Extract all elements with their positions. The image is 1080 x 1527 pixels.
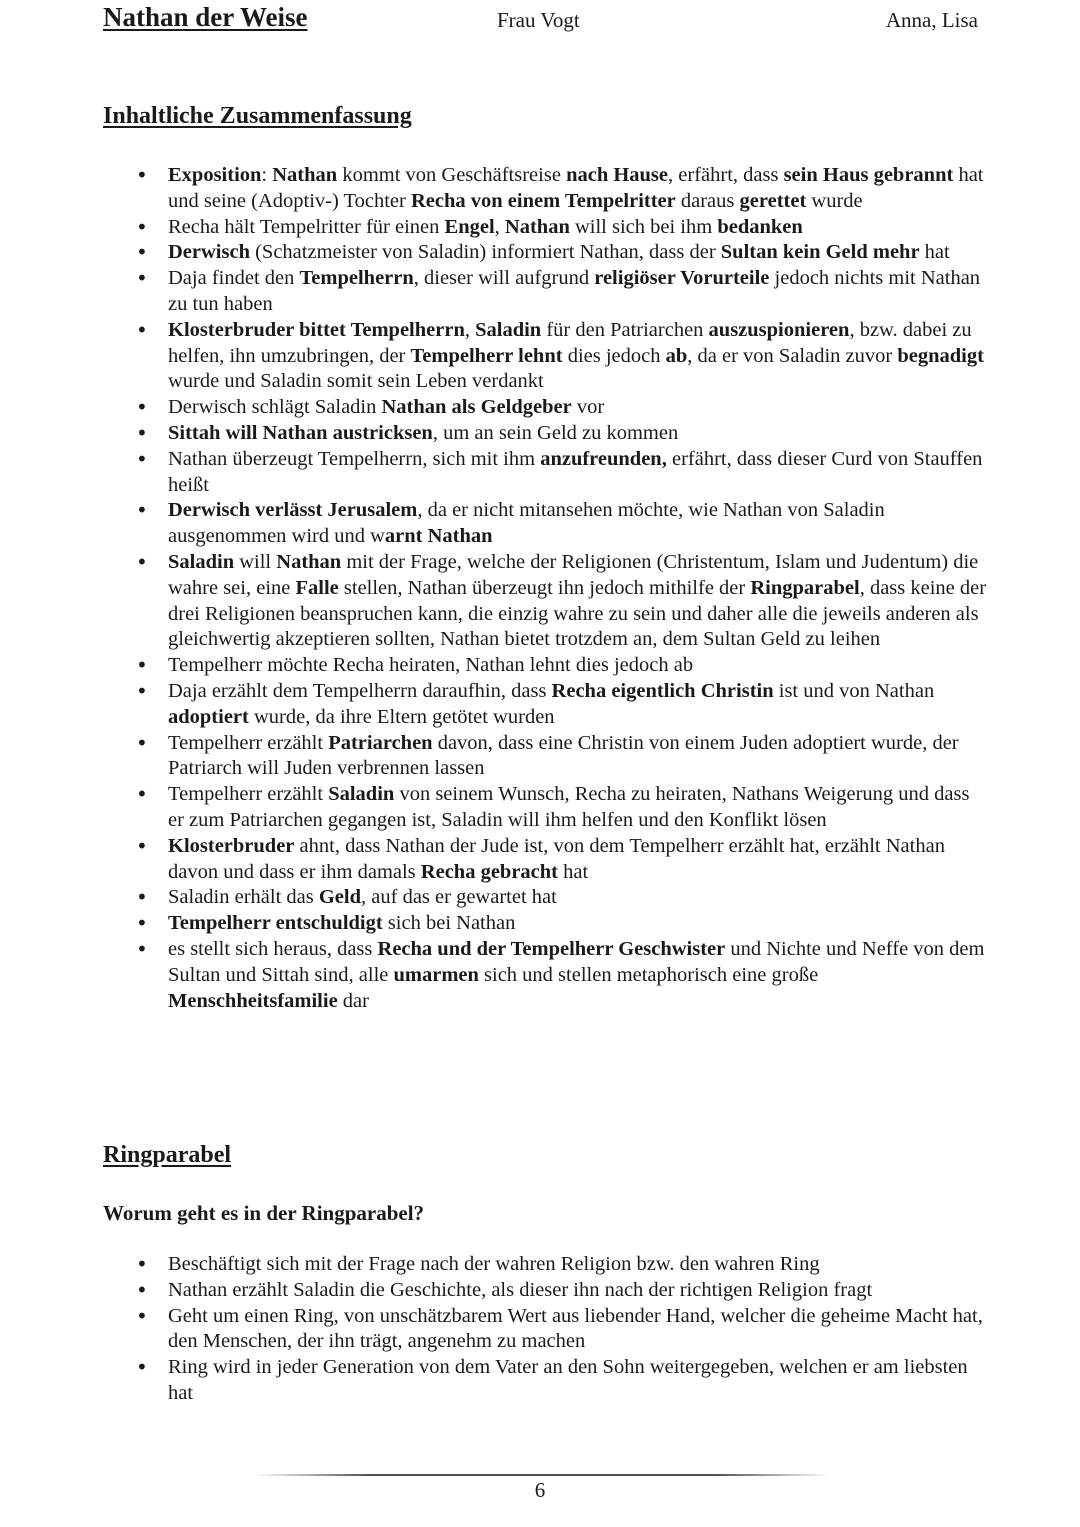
text: will sich bei ihm <box>569 215 718 238</box>
text: , <box>494 215 505 238</box>
bold-text: Sultan kein Geld mehr <box>720 241 920 264</box>
author-names: Anna, Lisa <box>885 8 978 32</box>
page-number: 6 <box>534 1478 546 1502</box>
text: hat und seine (Adoptiv-) Tochter <box>168 164 984 212</box>
text: Nathan erzählt Saladin die Geschichte, als dieser ihn nach der richtigen Religion fragt <box>168 1278 873 1301</box>
summary-list <box>168 163 988 1014</box>
text: , dass keine der drei Religionen beanspruchen kann, die einzig wahre zu sein und daher alle die jeweils anderen als gleichwertig akzeptieren sollten, Nathan bietet trotzdem an, dem Sultan Geld zu leihen <box>168 576 987 651</box>
text: dies jedoch <box>562 344 666 367</box>
text: , bzw. dabei zu helfen, ihn umzubringen, der <box>168 318 972 367</box>
text: Geht um einen Ring, von unschätzbarem Wert aus liebender Hand, welcher die geheime Macht hat, den Menschen, der ihn trägt, angenehm zu machen <box>168 1304 983 1353</box>
list-item <box>168 266 988 318</box>
list-item <box>168 834 988 886</box>
text: hat <box>919 241 950 264</box>
text: , da er nicht mitansehen möchte, wie Nathan von Saladin ausgenommen wird und w <box>168 499 885 548</box>
document-title: Nathan der Weise <box>103 2 308 32</box>
bold-text: Recha von einem Tempelritter <box>411 189 676 212</box>
text: von seinem Wunsch, Recha zu heiraten, Nathans Weigerung und dass er zum Patriarchen gegangen ist, Saladin will ihm helfen und den Konflikt lösen <box>168 783 970 831</box>
list-item <box>168 421 988 447</box>
list-item <box>168 447 988 499</box>
text: Ring wird in jeder Generation von dem Vater an den Sohn weitergegeben, welchen er am liebsten hat <box>168 1356 968 1404</box>
text: Tempelherr möchte Recha heiraten, Nathan lehnt dies jedoch ab <box>168 654 694 677</box>
bold-text: Exposition <box>168 164 262 186</box>
bold-text: Klosterbruder bittet Tempelherrn <box>168 318 465 341</box>
bold-text: Nathan <box>272 164 338 186</box>
text: Tempelherr erzählt <box>168 783 329 806</box>
ringparabel-question: Worum geht es in der Ringparabel? <box>103 1201 425 1225</box>
bold-text: auszuspionieren <box>708 318 850 341</box>
text: kommt von Geschäftsreise <box>337 164 567 186</box>
list-item <box>168 498 988 550</box>
bold-text: Menschheitsfamilie <box>168 989 338 1012</box>
text: , auf das er gewartet hat <box>361 886 557 909</box>
text: Nathan überzeugt Tempelherrn, sich mit ihm <box>168 447 541 470</box>
text: Tempelherr erzählt <box>168 731 329 754</box>
text: , um an sein Geld zu kommen <box>432 421 679 444</box>
list-item <box>168 782 988 834</box>
text: Saladin erhält das <box>168 886 319 909</box>
bold-text: ab <box>665 344 688 367</box>
list-item <box>168 395 988 421</box>
bold-text: Nathan als Geldgeber <box>381 396 572 419</box>
bold-text: Saladin <box>168 550 235 573</box>
text: erfährt, dass dieser Curd von Stauffen heißt <box>168 447 983 496</box>
text: wurde und Saladin somit sein Leben verdankt <box>168 370 544 393</box>
text: , <box>464 318 476 341</box>
list-item <box>168 1304 988 1356</box>
bold-text: Recha gebracht <box>420 860 559 883</box>
bold-text: Patriarchen <box>328 731 433 754</box>
summary-heading: Inhaltliche Zusammenfassung <box>103 103 412 129</box>
list-item <box>168 240 988 266</box>
text: und Nichte und Neffe von dem Sultan und Sittah sind, alle <box>168 937 985 986</box>
list-item <box>168 1355 988 1407</box>
bold-text: Engel <box>444 215 495 238</box>
list-item <box>168 731 988 783</box>
text: hat <box>558 860 589 883</box>
bold-text: Nathan <box>504 215 570 238</box>
list-item <box>168 911 988 937</box>
bold-text: begnadigt <box>897 344 984 367</box>
ringparabel-heading: Ringparabel <box>103 1142 232 1168</box>
list-item <box>168 679 988 731</box>
bold-text: anzufreunden, <box>540 447 667 470</box>
text: jedoch nichts mit Nathan zu tun haben <box>168 267 981 315</box>
text: , dieser will aufgrund <box>413 267 595 290</box>
text: es stellt sich heraus, dass <box>168 937 378 960</box>
teacher-name: Frau Vogt <box>497 8 580 32</box>
bold-text: Sittah will Nathan austricksen <box>168 421 433 444</box>
page-header <box>103 2 978 36</box>
bold-text: nach Hause <box>566 164 669 186</box>
bold-text: Tempelherr lehnt <box>410 344 563 367</box>
list-item <box>168 1278 988 1304</box>
text: mit der Frage, welche der Religionen (Christentum, Islam und Judentum) die wahre sei, eine <box>168 550 979 599</box>
list-item <box>168 318 988 395</box>
text: : <box>261 164 273 186</box>
bold-text: gerettet <box>739 189 807 212</box>
text: (Schatzmeister von Saladin) informiert Nathan, dass der <box>249 241 721 264</box>
text: Recha hält Tempelritter für einen <box>168 215 445 238</box>
text: ahnt, dass Nathan der Jude ist, von dem Tempelherr erzählt hat, erzählt Nathan davon und dass er ihm damals <box>168 834 945 883</box>
text: ist und von Nathan <box>773 679 935 702</box>
list-item <box>168 937 988 1014</box>
list-item <box>168 550 988 653</box>
text: vor <box>571 396 605 419</box>
bold-text: Recha und der Tempelherr Geschwister <box>377 937 726 960</box>
bold-text: umarmen <box>393 963 479 986</box>
ringparabel-list <box>168 1252 988 1407</box>
text: Daja findet den <box>168 267 300 290</box>
text: dar <box>337 989 369 1012</box>
text: davon, dass eine Christin von einem Juden adoptiert wurde, der Patriarch will Juden verbrennen lassen <box>168 731 959 780</box>
bold-text: adoptiert <box>168 705 249 728</box>
text: Daja erzählt dem Tempelherrn daraufhin, dass <box>168 679 552 702</box>
bold-text: Derwisch <box>168 241 250 264</box>
text: sich und stellen metaphorisch eine große <box>478 963 819 986</box>
text: , erfährt, dass <box>668 164 784 186</box>
bold-text: Geld <box>318 886 362 909</box>
bold-text: Ringparabel <box>750 576 860 599</box>
text: sich bei Nathan <box>382 912 516 935</box>
text: Derwisch schlägt Saladin <box>168 396 382 419</box>
bold-text: Derwisch verlässt Jerusalem <box>168 499 418 522</box>
text: daraus <box>675 189 740 212</box>
bold-text: sein Haus gebrannt <box>783 164 954 186</box>
bold-text: Nathan <box>276 550 342 573</box>
bold-text: Tempelherrn <box>299 267 414 290</box>
bold-text: Klosterbruder <box>168 834 295 857</box>
bold-text: bedanken <box>717 215 803 238</box>
bold-text: religiöser Vorurteile <box>594 267 770 290</box>
text: stellen, Nathan überzeugt ihn jedoch mithilfe der <box>338 576 751 599</box>
list-item <box>168 1252 988 1278</box>
bold-text: Falle <box>295 576 339 599</box>
text: für den Patriarchen <box>541 318 709 341</box>
list-item <box>168 885 988 911</box>
bold-text: Tempelherr entschuldigt <box>168 912 383 935</box>
text: will <box>234 550 277 573</box>
text: wurde <box>806 189 863 212</box>
list-item <box>168 215 988 241</box>
text: , da er von Saladin zuvor <box>687 344 898 367</box>
bold-text: arnt Nathan <box>384 525 493 548</box>
list-item <box>168 163 988 215</box>
footer-divider <box>255 1474 830 1476</box>
bold-text: Saladin <box>475 318 542 341</box>
bold-text: Recha eigentlich Christin <box>551 679 774 702</box>
list-item <box>168 653 988 679</box>
text: Beschäftigt sich mit der Frage nach der wahren Religion bzw. den wahren Ring <box>168 1253 820 1275</box>
text: wurde, da ihre Eltern getötet wurden <box>248 705 555 728</box>
bold-text: Saladin <box>328 783 395 806</box>
